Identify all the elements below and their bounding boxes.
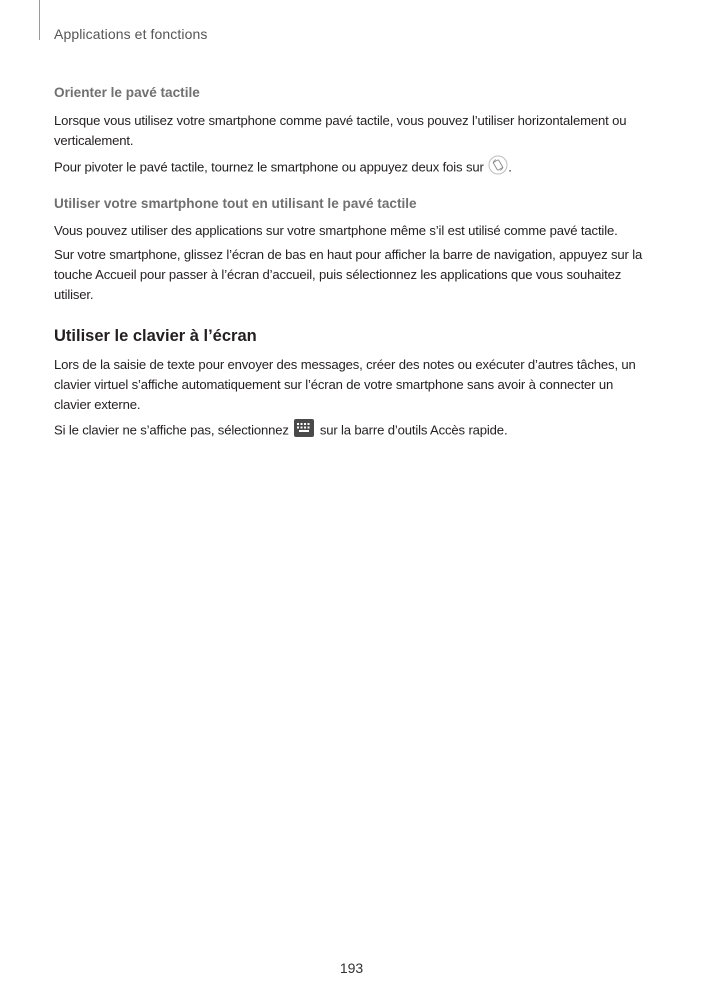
keyboard-2-end: sur la barre d’outils Accès rapide. xyxy=(319,422,508,438)
heading-clavier: Utiliser le clavier à l’écran xyxy=(54,327,257,345)
keyboard-icon xyxy=(294,419,314,443)
heading-utiliser-smartphone: Utiliser votre smartphone tout en utilisant le pavé tactile xyxy=(54,196,417,211)
paragraph-keyboard-1: Lors de la saisie de texte pour envoyer des messages, créer des notes ou exécuter d’autres tâches, un clavier virtuel s’affiche automatiquement sur l’écran de votre smartphone sans avoir à connecter un clavier externe. xyxy=(54,357,636,412)
paragraph-use-1: Vous pouvez utiliser des applications sur votre smartphone même s’il est utilisé comme pavé tactile. xyxy=(54,223,618,238)
keyboard-2-text: Si le clavier ne s’affiche pas, sélectionnez xyxy=(54,422,289,438)
margin-rule xyxy=(39,0,40,40)
paragraph-keyboard-2 xyxy=(54,419,650,443)
paragraph-orient-2 xyxy=(54,155,650,181)
page-number: 193 xyxy=(339,960,364,976)
orient-2-end: . xyxy=(508,159,512,175)
page-content xyxy=(54,84,650,443)
paragraph-use-2: Sur votre smartphone, glissez l’écran de bas en haut pour afficher la barre de navigation, appuyez sur la touche Accueil pour passer à l’écran d’accueil, puis sélectionnez les applications que vous souhaitez utiliser. xyxy=(54,247,643,302)
paragraph-orient-1: Lorsque vous utilisez votre smartphone comme pavé tactile, vous pouvez l’utiliser horizontalement ou verticalement. xyxy=(54,113,627,148)
rotate-icon xyxy=(488,155,508,181)
heading-orienter: Orienter le pavé tactile xyxy=(54,85,200,100)
section-header: Applications et fonctions xyxy=(54,26,208,42)
orient-2-text: Pour pivoter le pavé tactile, tournez le smartphone ou appuyez deux fois sur xyxy=(54,159,484,175)
